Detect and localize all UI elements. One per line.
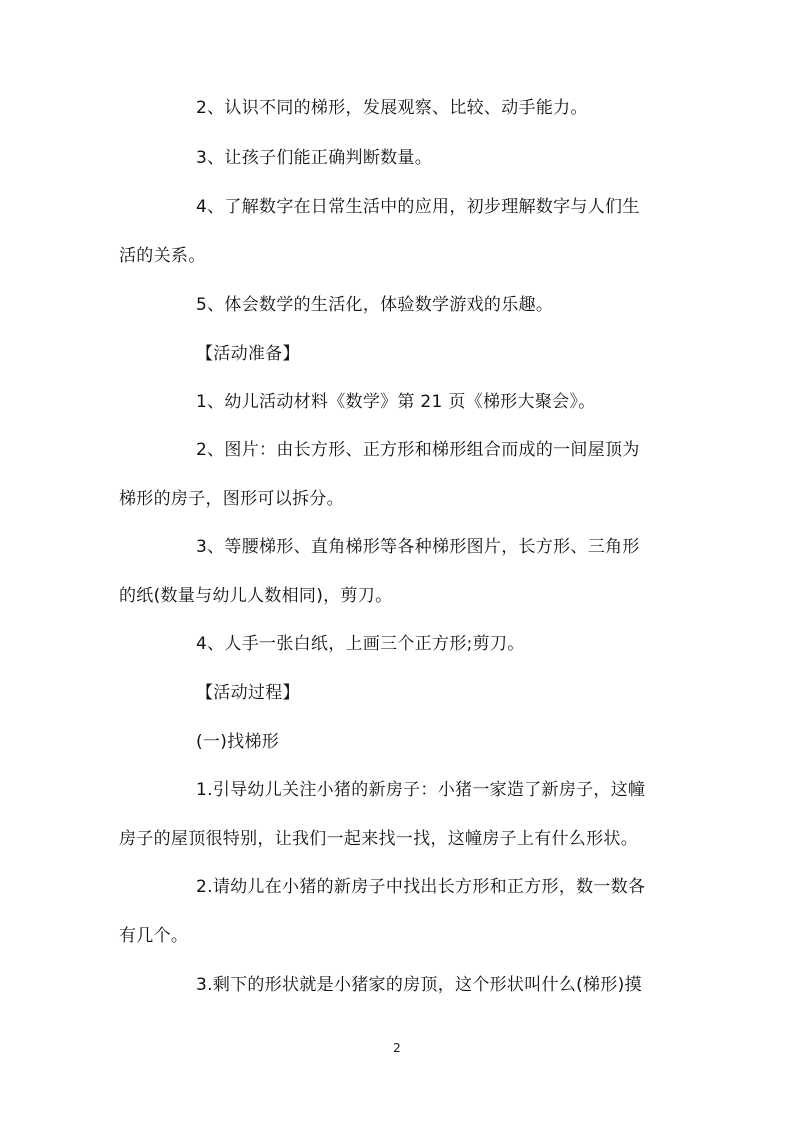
page-number: 2 — [393, 1041, 401, 1055]
paragraph-line: 的纸(数量与幼儿人数相同)，剪刀。 — [119, 586, 393, 606]
paragraph-line: 2.请幼儿在小猪的新房子中找出长方形和正方形，数一数各 — [196, 877, 646, 897]
section-heading: 【活动过程】 — [196, 683, 300, 703]
paragraph-line: 活的关系。 — [119, 246, 206, 266]
paragraph-line: 3、等腰梯形、直角梯形等各种梯形图片，长方形、三角形 — [196, 537, 640, 557]
paragraph-line: 1、幼儿活动材料《数学》第 21 页《梯形大聚会》。 — [196, 392, 596, 412]
paragraph-line: 4、人手一张白纸，上画三个正方形;剪刀。 — [196, 634, 525, 654]
section-heading: 【活动准备】 — [196, 344, 300, 364]
paragraph-line: 房子的屋顶很特别，让我们一起来找一找，这幢房子上有什么形状。 — [119, 829, 638, 849]
paragraph-line: 2、图片：由长方形、正方形和梯形组合而成的一间屋顶为 — [196, 440, 640, 460]
paragraph-line: 3.剩下的形状就是小猪家的房顶，这个形状叫什么(梯形)摸 — [196, 975, 642, 995]
paragraph-line: 1.引导幼儿关注小猪的新房子：小猪一家造了新房子，这幢 — [196, 780, 646, 800]
paragraph-line: 4、了解数字在日常生活中的应用，初步理解数字与人们生 — [196, 197, 640, 217]
paragraph-line: 5、体会数学的生活化，体验数学游戏的乐趣。 — [196, 295, 554, 315]
paragraph-line: 3、让孩子们能正确判断数量。 — [196, 148, 433, 168]
paragraph-line: 梯形的房子，图形可以拆分。 — [119, 489, 344, 509]
subsection-heading: (一)找梯形 — [196, 732, 280, 752]
paragraph-line: 有几个。 — [119, 926, 189, 946]
paragraph-line: 2、认识不同的梯形，发展观察、比较、动手能力。 — [196, 98, 588, 118]
